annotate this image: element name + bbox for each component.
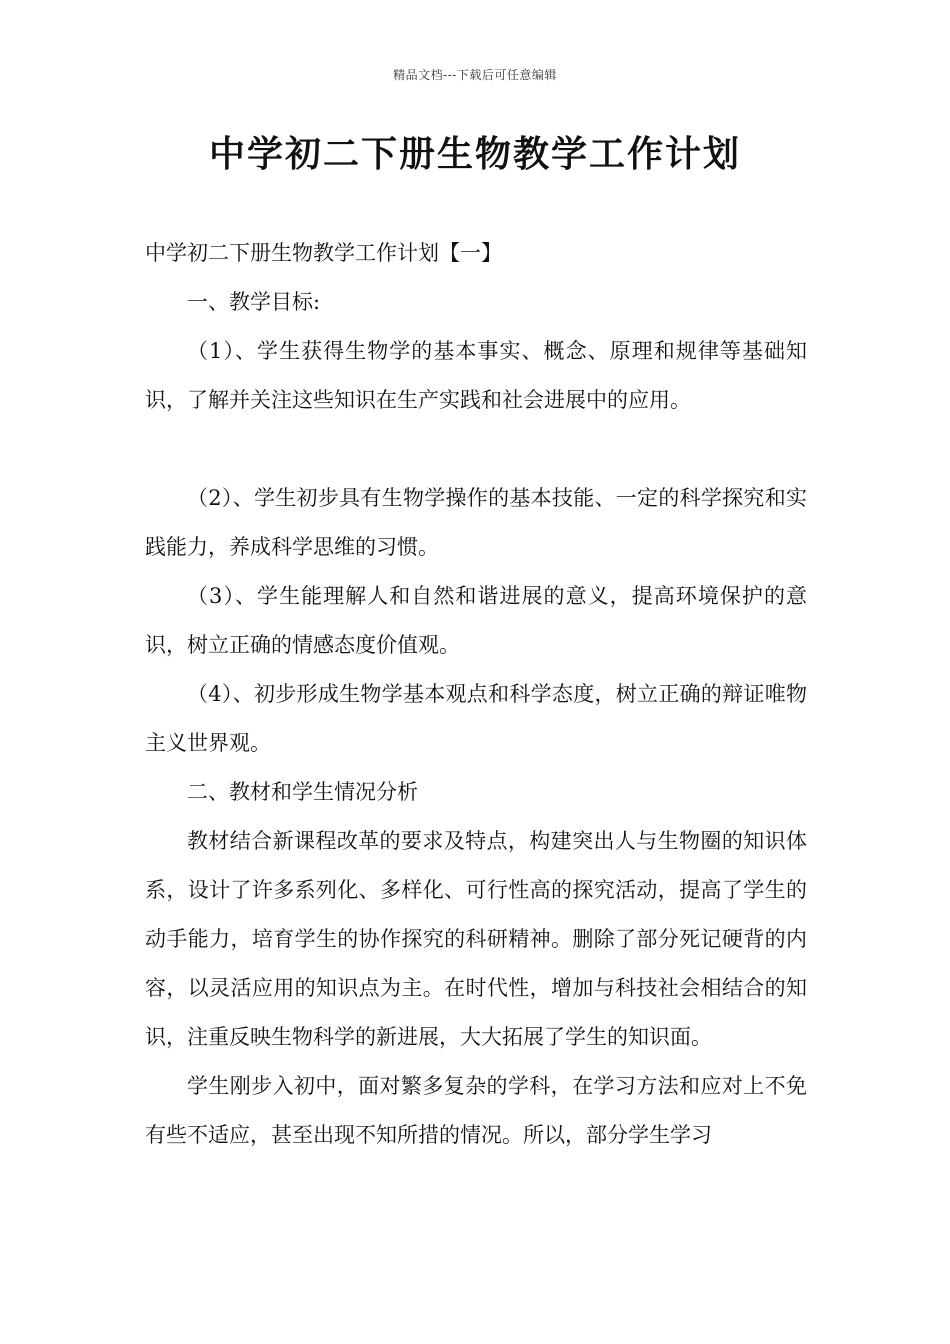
header-note: 精品文档---下载后可任意编辑 <box>393 68 557 82</box>
goal-item-3: （3）、学生能理解人和自然和谐进展的意义，提高环境保护的意识，树立正确的情感态度价值观。 <box>145 584 807 657</box>
paragraph-textbook: 教材结合新课程改革的要求及特点，构建突出人与生物圈的知识体系，设计了许多系列化、多样化、可行性高的探究活动，提高了学生的动手能力，培育学生的协作探究的科研精神。删除了部分死记硬背的内容，以灵活应用的知识点为主。在时代性，增加与科技社会相结合的知识，注重反映生物科学的新进展，大大拓展了学生的知识面。 <box>145 829 807 1049</box>
heading-analysis: 二、教材和学生情况分析 <box>187 780 418 804</box>
goal-item-4: （4）、初步形成生物学基本观点和科学态度，树立正确的辩证唯物主义世界观。 <box>145 682 807 755</box>
heading-teaching-goals: 一、教学目标: <box>187 290 321 314</box>
section-title: 中学初二下册生物教学工作计划【一】 <box>145 241 502 265</box>
paragraph-students: 学生刚步入初中，面对繁多复杂的学科，在学习方法和应对上不免有些不适应，甚至出现不知所措的情况。所以，部分学生学习 <box>145 1074 807 1147</box>
document-body <box>145 229 807 1160</box>
goal-item-2: （2）、学生初步具有生物学操作的基本技能、一定的科学探究和实践能力，养成科学思维的习惯。 <box>145 486 807 559</box>
document-title: 中学初二下册生物教学工作计划 <box>208 133 741 175</box>
goal-item-1: （1）、学生获得生物学的基本事实、概念、原理和规律等基础知识，了解并关注这些知识在生产实践和社会进展中的应用。 <box>145 339 807 412</box>
blank-line <box>145 425 807 474</box>
